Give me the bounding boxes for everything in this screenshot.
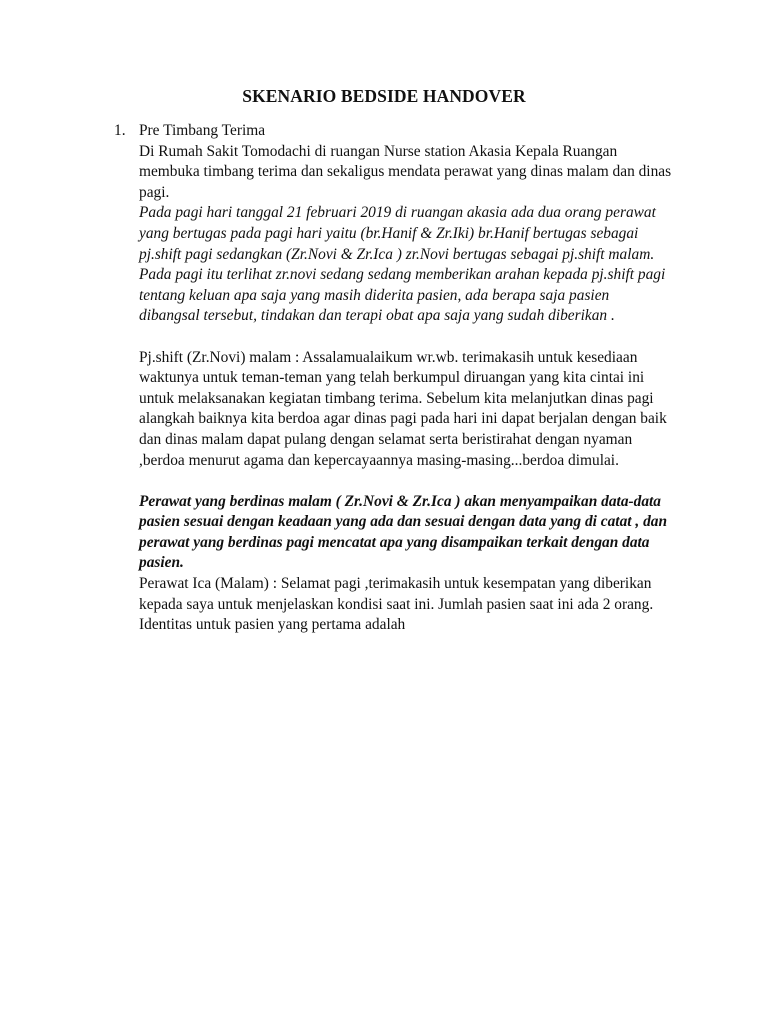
paragraph-line: perawat yang berdinas pagi mencatat apa yang disampaikan terkait dengan data [139, 533, 650, 551]
paragraph-line: pasien. [139, 554, 184, 572]
paragraph-line: Pada pagi itu terlihat zr.novi sedang sedang memberikan arahan kepada pj.shift pagi [139, 266, 666, 284]
section-heading [139, 121, 679, 142]
document-title: SKENARIO BEDSIDE HANDOVER [242, 86, 526, 106]
paragraph-instruction [139, 492, 679, 574]
paragraph-nurse-report [139, 574, 679, 636]
paragraph-line: alangkah baiknya kita berdoa agar dinas pagi pada hari ini dapat berjalan dengan baik [139, 410, 667, 428]
paragraph-line: untuk melaksanakan kegiatan timbang terima. Sebelum kita melanjutkan dinas pagi [139, 389, 654, 407]
paragraph-line: Di Rumah Sakit Tomodachi di ruangan Nurse station Akasia Kepala Ruangan [139, 142, 618, 160]
paragraph-spacer [139, 327, 679, 348]
paragraph-line: kepada saya untuk menjelaskan kondisi saat ini. Jumlah pasien saat ini ada 2 orang. [139, 595, 654, 613]
paragraph-opening-speech [139, 348, 679, 472]
paragraph-line: dibangsal tersebut, tindakan dan terapi obat apa saja yang sudah diberikan . [139, 307, 615, 325]
paragraph-intro [139, 142, 679, 204]
paragraph-line: Perawat Ica (Malam) : Selamat pagi ,terimakasih untuk kesempatan yang diberikan [139, 575, 652, 593]
paragraph-line: Pj.shift (Zr.Novi) malam : Assalamualaikum wr.wb. terimakasih untuk kesediaan [139, 348, 638, 366]
paragraph-line: dan dinas malam dapat pulang dengan selamat serta beristirahat dengan nyaman [139, 430, 633, 448]
document-body [139, 121, 679, 636]
paragraph-line: ,berdoa menurut agama dan kepercayaannya masing-masing...berdoa dimulai. [139, 451, 619, 469]
paragraph-line: pj.shift pagi sedangkan (Zr.Novi & Zr.Ica ) zr.Novi bertugas sebagai pj.shift malam. [139, 245, 655, 263]
paragraph-line: Perawat yang berdinas malam ( Zr.Novi & Zr.Ica ) akan menyampaikan data-data [139, 492, 662, 510]
section-heading-text: Pre Timbang Terima [139, 122, 266, 139]
paragraph-line: tentang keluan apa saja yang masih diderita pasien, ada berapa saja pasien [139, 286, 610, 304]
paragraph-line: Pada pagi hari tanggal 21 februari 2019 di ruangan akasia ada dua orang perawat [139, 204, 656, 222]
paragraph-line: waktunya untuk teman-teman yang telah berkumpul diruangan yang kita cintai ini [139, 369, 645, 387]
paragraph-line: Identitas untuk pasien yang pertama adalah [139, 616, 406, 634]
paragraph-spacer [139, 471, 679, 492]
paragraph-line: yang bertugas pada pagi hari yaitu (br.Hanif & Zr.Iki) br.Hanif bertugas sebagai [139, 224, 639, 242]
paragraph-line: pagi. [139, 183, 170, 201]
paragraph-line: membuka timbang terima dan sekaligus mendata perawat yang dinas malam dan dinas [139, 163, 672, 181]
paragraph-line: pasien sesuai dengan keadaan yang ada dan sesuai dengan data yang di catat , dan [139, 513, 668, 531]
paragraph-scene-description [139, 203, 679, 327]
list-marker: 1. [114, 122, 126, 139]
